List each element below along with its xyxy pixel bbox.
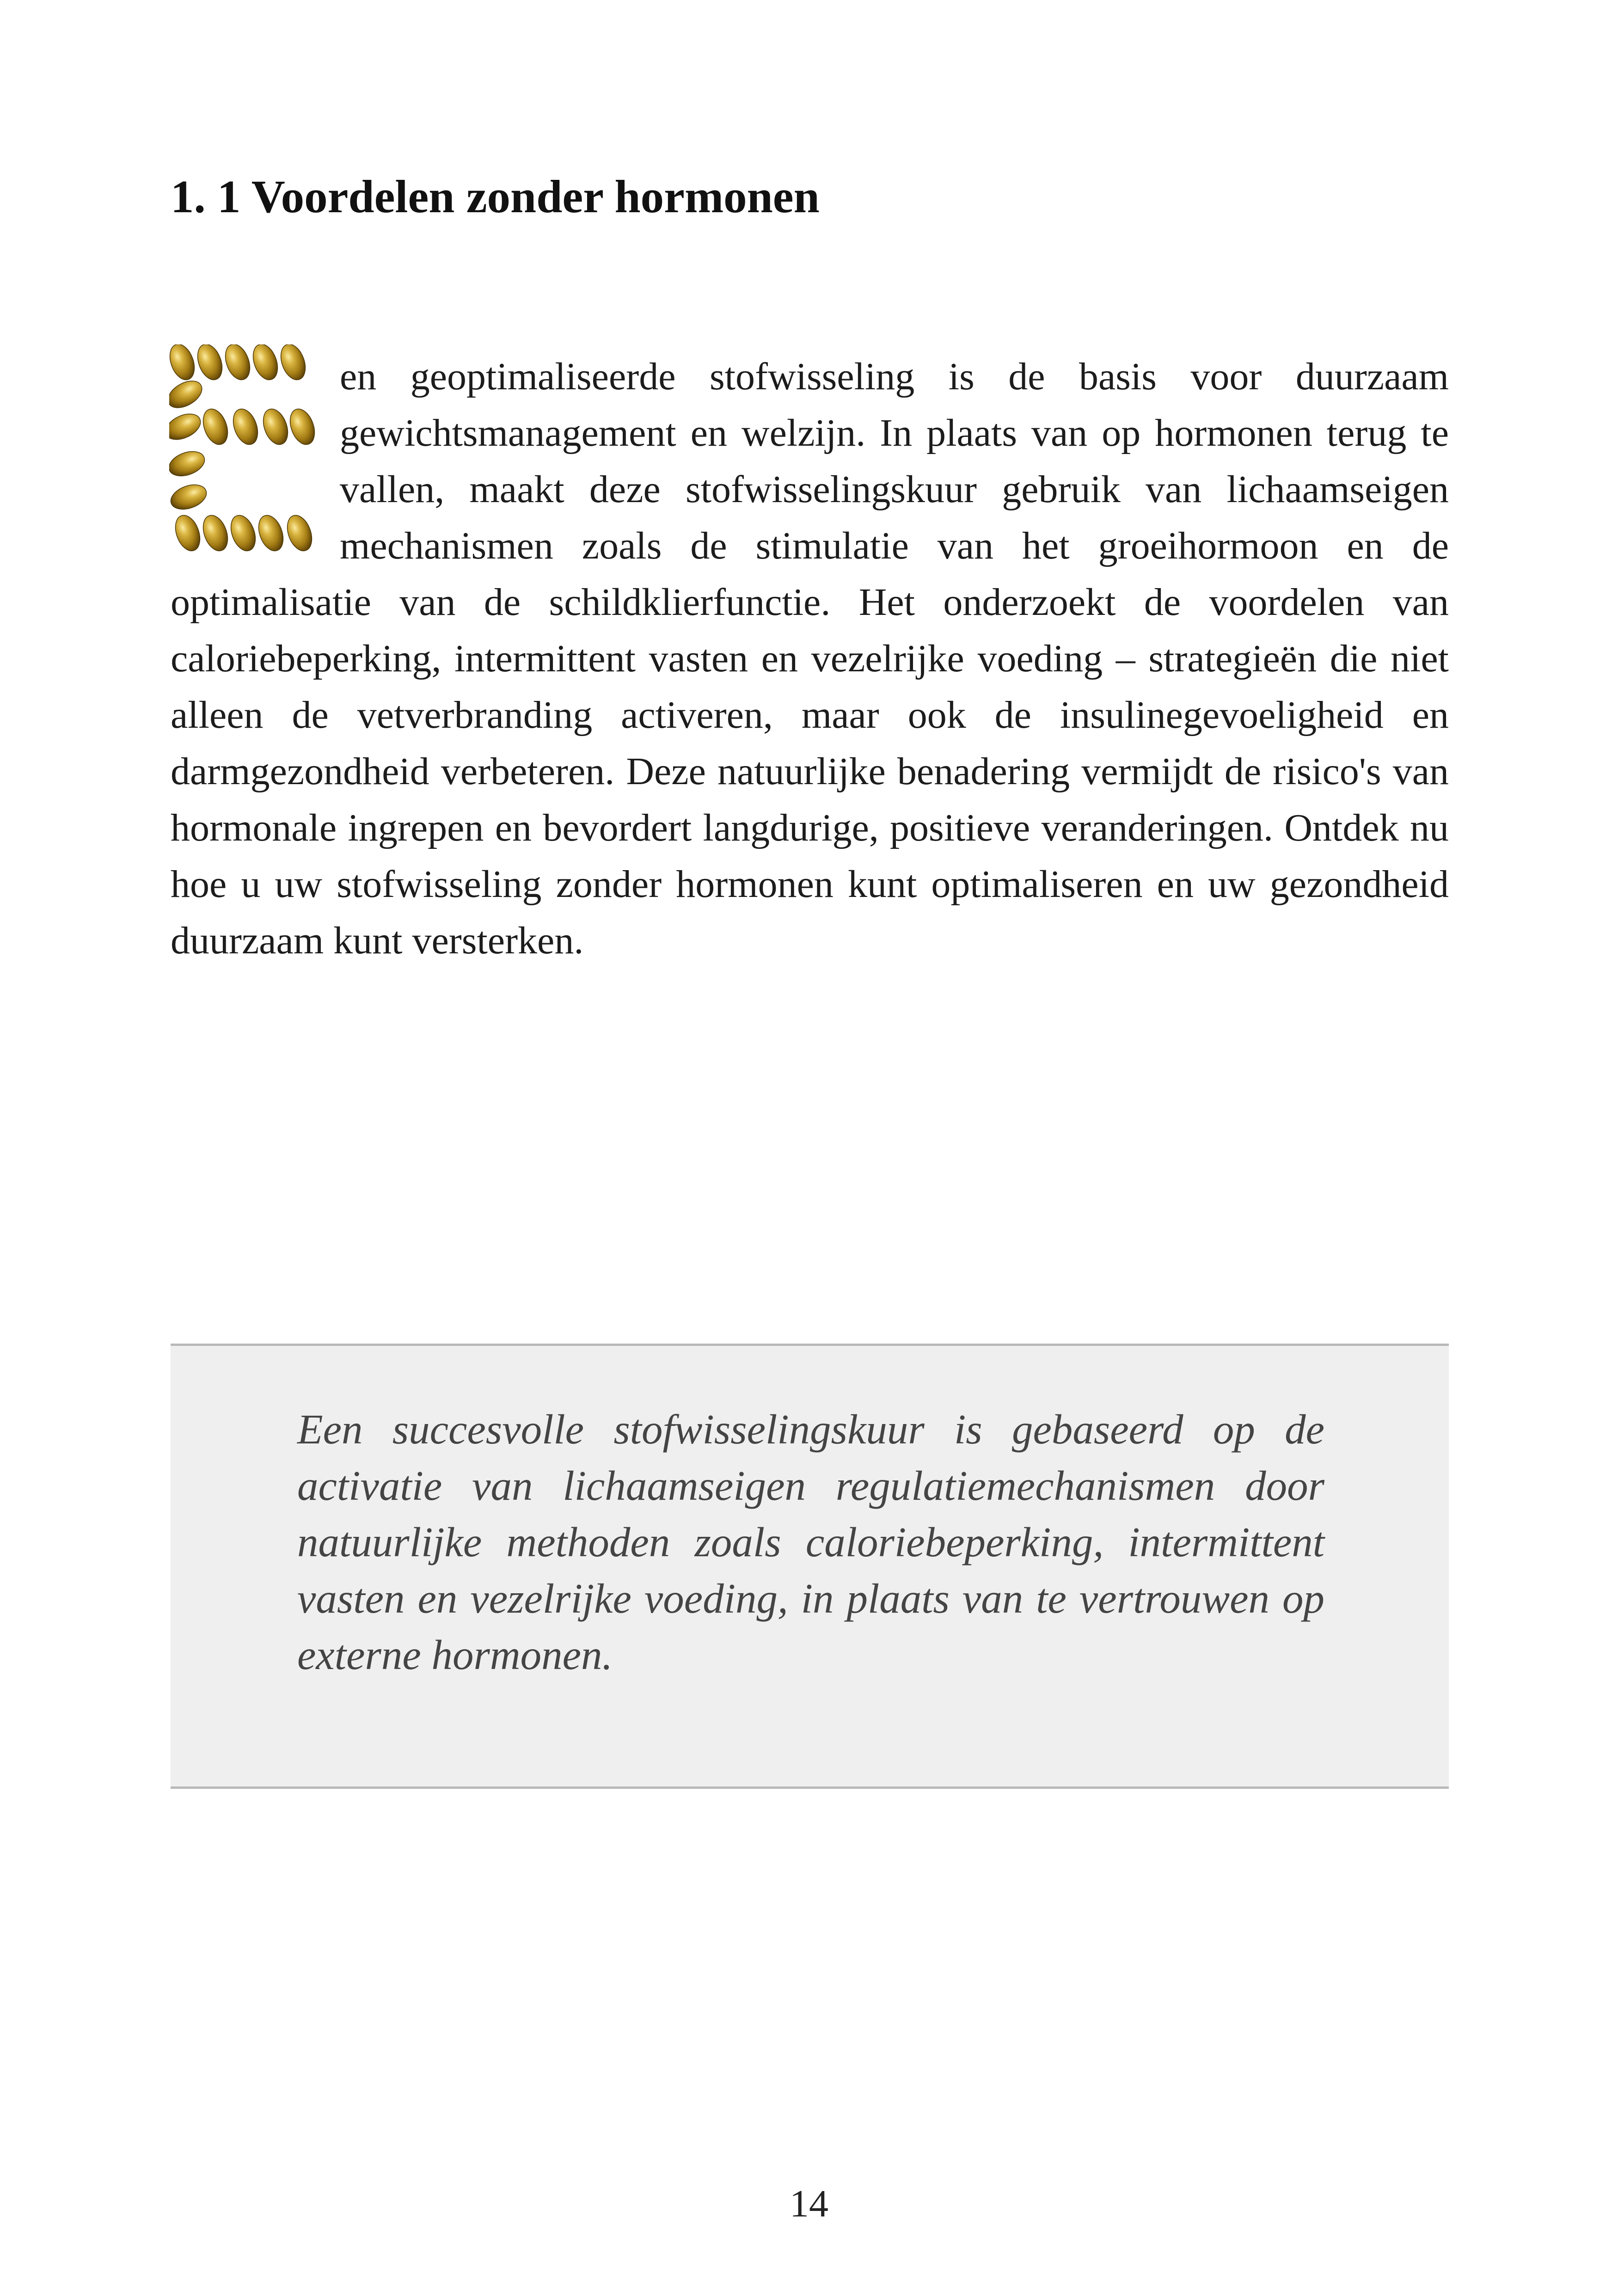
callout-text: Een succesvolle stofwisselingskuur is gebaseerd op de activatie van lichaamseigen regulatiemechanismen door natuurlijke methoden zoals caloriebeperking, intermittent vasten en vezelrijke voeding, in plaats van te vertrouwen op externe hormonen.: [297, 1406, 1324, 1678]
body-paragraph-text: en geoptimaliseerde stofwisseling is de basis voor duurzaam gewichtsmanagement en welzijn. In plaats van op hormonen terug te vallen, maakt deze stofwisselingskuur gebruik van lichaamseigen mechanismen zoals de stimulatie van het groeihormoon en de optimalisatie van de schildklierfunctie. Het onderzoekt de voordelen van caloriebeperking, intermittent vasten en vezelrijke voeding – strategieën die niet alleen de vetverbranding activeren, maar ook de insulinegevoeligheid en darmgezondheid verbeteren. Deze natuurlijke benadering vermijdt de risico's van hormonale ingrepen en bevordert langdurige, positieve veranderingen. Ontdek nu hoe u uw stofwisseling zonder hormonen kunt optimaliseren en uw gezondheid duurzaam kunt versterken.: [171, 355, 1449, 962]
body-paragraph: [171, 349, 1449, 969]
callout-box: [171, 1344, 1449, 1789]
page-number: 14: [790, 2182, 828, 2225]
chapter-title: 1. 1 Voordelen zonder hormonen: [171, 171, 820, 222]
drop-cap-spacer: [171, 349, 340, 568]
